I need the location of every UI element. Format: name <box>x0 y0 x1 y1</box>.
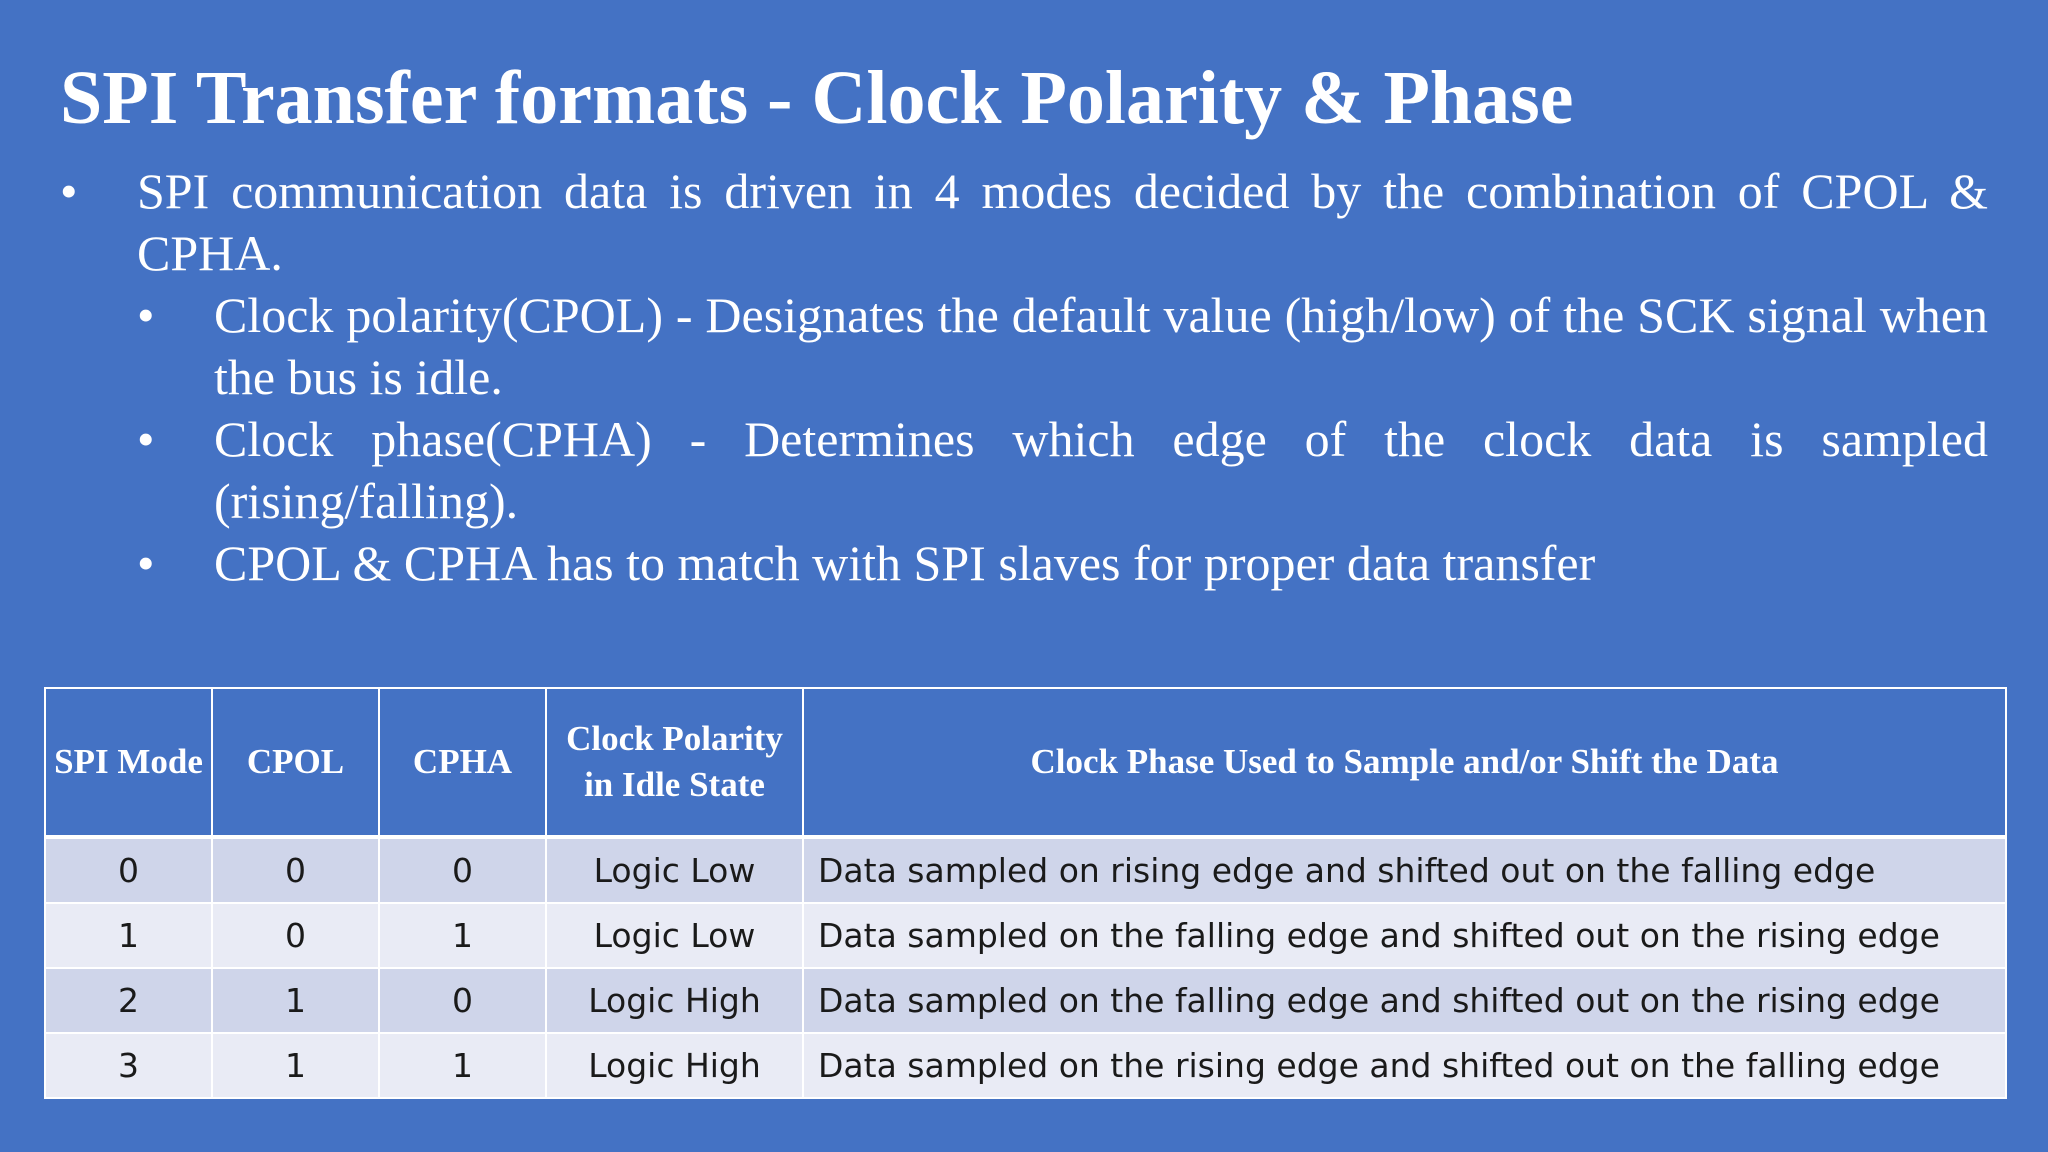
sub-bullet-item <box>60 532 1988 594</box>
bullet-dot: • <box>60 163 78 219</box>
bullet-item <box>60 160 1988 284</box>
spi-modes-table <box>44 687 2007 1099</box>
sub-bullet-item <box>60 408 1988 532</box>
cell-cpha: 1 <box>379 1033 546 1098</box>
table-row <box>45 968 2006 1033</box>
bullet-text: Clock polarity(CPOL) - Designates the default value (high/low) of the SCK signal when the bus is idle. <box>214 287 1988 405</box>
cell-idle-polarity: Logic Low <box>546 837 803 903</box>
cell-clock-phase: Data sampled on the rising edge and shifted out on the falling edge <box>803 1033 2006 1098</box>
cell-idle-polarity: Logic High <box>546 1033 803 1098</box>
cell-cpol: 0 <box>212 837 379 903</box>
cell-idle-polarity: Logic High <box>546 968 803 1033</box>
bullet-dot: • <box>137 287 155 343</box>
column-header-clock-phase: Clock Phase Used to Sample and/or Shift the Data <box>803 688 2006 837</box>
bullet-dot: • <box>137 535 155 591</box>
bullet-text: CPOL & CPHA has to match with SPI slaves for proper data transfer <box>214 535 1596 591</box>
slide-title: SPI Transfer formats - Clock Polarity & Phase <box>60 56 1574 140</box>
cell-idle-polarity: Logic Low <box>546 903 803 968</box>
cell-cpol: 1 <box>212 968 379 1033</box>
table-header-row <box>45 688 2006 837</box>
sub-bullet-item <box>60 284 1988 408</box>
cell-spi-mode: 1 <box>45 903 212 968</box>
table-row <box>45 837 2006 903</box>
cell-cpol: 0 <box>212 903 379 968</box>
column-header-cpol: CPOL <box>212 688 379 837</box>
cell-cpha: 1 <box>379 903 546 968</box>
bullet-list <box>60 160 1988 594</box>
cell-clock-phase: Data sampled on the falling edge and shifted out on the rising edge <box>803 903 2006 968</box>
cell-clock-phase: Data sampled on rising edge and shifted out on the falling edge <box>803 837 2006 903</box>
cell-spi-mode: 3 <box>45 1033 212 1098</box>
table-row <box>45 1033 2006 1098</box>
bullet-text: SPI communication data is driven in 4 modes decided by the combination of CPOL & CPHA. <box>137 163 1988 281</box>
table-row <box>45 903 2006 968</box>
column-header-cpha: CPHA <box>379 688 546 837</box>
column-header-spi-mode: SPI Mode <box>45 688 212 837</box>
bullet-text: Clock phase(CPHA) - Determines which edge of the clock data is sampled (rising/falling). <box>214 411 1988 529</box>
cell-cpha: 0 <box>379 837 546 903</box>
column-header-idle-polarity: Clock Polarity in Idle State <box>546 688 803 837</box>
cell-spi-mode: 0 <box>45 837 212 903</box>
cell-cpha: 0 <box>379 968 546 1033</box>
cell-clock-phase: Data sampled on the falling edge and shifted out on the rising edge <box>803 968 2006 1033</box>
cell-cpol: 1 <box>212 1033 379 1098</box>
cell-spi-mode: 2 <box>45 968 212 1033</box>
bullet-dot: • <box>137 411 155 467</box>
